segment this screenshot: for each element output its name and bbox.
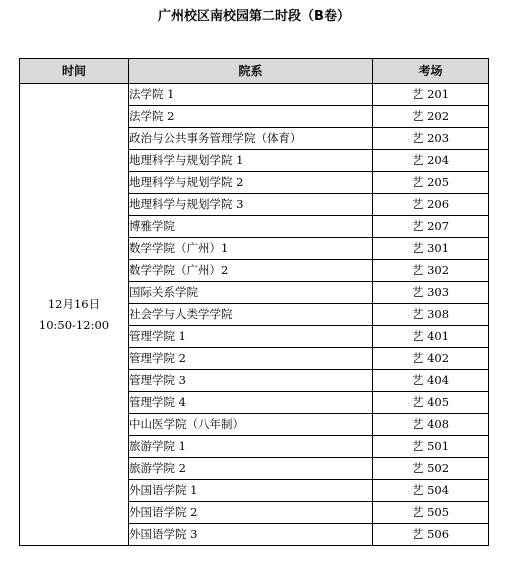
department-cell: 数学学院（广州）1 <box>129 238 373 260</box>
room-cell: 艺 308 <box>373 304 489 326</box>
department-cell: 旅游学院 2 <box>129 458 373 480</box>
department-cell: 博雅学院 <box>129 216 373 238</box>
column-header-room: 考场 <box>373 59 489 84</box>
department-cell: 管理学院 1 <box>129 326 373 348</box>
room-cell: 艺 504 <box>373 480 489 502</box>
department-cell: 外国语学院 1 <box>129 480 373 502</box>
room-cell: 艺 203 <box>373 128 489 150</box>
room-cell: 艺 501 <box>373 436 489 458</box>
department-cell: 外国语学院 2 <box>129 502 373 524</box>
department-cell: 政治与公共事务管理学院（体育） <box>129 128 373 150</box>
room-cell: 艺 205 <box>373 172 489 194</box>
department-cell: 旅游学院 1 <box>129 436 373 458</box>
room-cell: 艺 402 <box>373 348 489 370</box>
table-body <box>20 84 489 546</box>
department-cell: 地理科学与规划学院 3 <box>129 194 373 216</box>
exam-schedule-table <box>19 58 489 546</box>
room-cell: 艺 408 <box>373 414 489 436</box>
room-cell: 艺 206 <box>373 194 489 216</box>
room-cell: 艺 303 <box>373 282 489 304</box>
department-cell: 地理科学与规划学院 1 <box>129 150 373 172</box>
table-header-row <box>20 59 489 84</box>
department-cell: 管理学院 2 <box>129 348 373 370</box>
department-cell: 数学学院（广州）2 <box>129 260 373 282</box>
time-slot-cell <box>20 84 129 546</box>
room-cell: 艺 302 <box>373 260 489 282</box>
department-cell: 法学院 1 <box>129 84 373 106</box>
room-cell: 艺 207 <box>373 216 489 238</box>
room-cell: 艺 506 <box>373 524 489 546</box>
exam-date: 12月16日 <box>47 296 101 311</box>
column-header-department: 院系 <box>129 59 373 84</box>
department-cell: 社会学与人类学学院 <box>129 304 373 326</box>
room-cell: 艺 502 <box>373 458 489 480</box>
table-row <box>20 84 489 106</box>
page-title: 广州校区南校园第二时段（B卷） <box>158 9 350 24</box>
room-cell: 艺 405 <box>373 392 489 414</box>
department-cell: 中山医学院（八年制） <box>129 414 373 436</box>
department-cell: 国际关系学院 <box>129 282 373 304</box>
department-cell: 外国语学院 3 <box>129 524 373 546</box>
column-header-time: 时间 <box>20 59 129 84</box>
room-cell: 艺 202 <box>373 106 489 128</box>
exam-hours: 10:50-12:00 <box>38 317 110 332</box>
department-cell: 管理学院 3 <box>129 370 373 392</box>
room-cell: 艺 401 <box>373 326 489 348</box>
room-cell: 艺 404 <box>373 370 489 392</box>
room-cell: 艺 505 <box>373 502 489 524</box>
room-cell: 艺 201 <box>373 84 489 106</box>
department-cell: 法学院 2 <box>129 106 373 128</box>
department-cell: 地理科学与规划学院 2 <box>129 172 373 194</box>
department-cell: 管理学院 4 <box>129 392 373 414</box>
room-cell: 艺 204 <box>373 150 489 172</box>
room-cell: 艺 301 <box>373 238 489 260</box>
